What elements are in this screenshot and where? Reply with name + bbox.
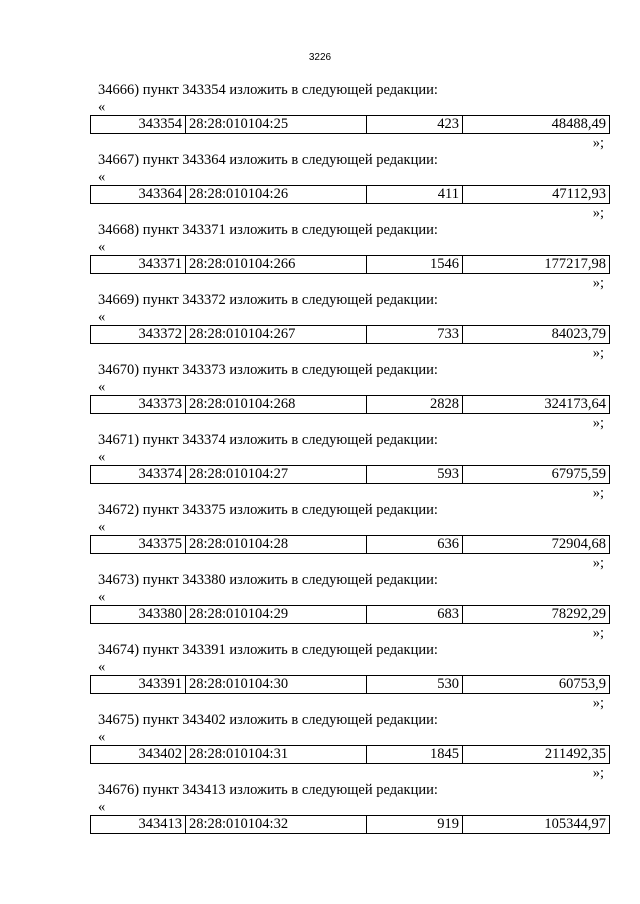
item-number-cell: 343372: [91, 326, 186, 344]
cadastral-number-cell: 28:28:010104:27: [186, 466, 367, 484]
amendment-table: [90, 465, 610, 484]
cadastral-number-cell: 28:28:010104:30: [186, 676, 367, 694]
amendment-table: [90, 325, 610, 344]
amendment-table: [90, 745, 610, 764]
table-row: [91, 816, 610, 834]
opening-quote: «: [98, 589, 106, 605]
amendment-table: [90, 605, 610, 624]
value-cell: 60753,9: [463, 676, 610, 694]
cadastral-number-cell: 28:28:010104:32: [186, 816, 367, 834]
value-cell: 72904,68: [463, 536, 610, 554]
table-row: [91, 186, 610, 204]
table-row: [91, 746, 610, 764]
amendment-heading: 34673) пункт 343380 изложить в следующей редакции:: [98, 572, 438, 588]
amendment-heading: 34675) пункт 343402 изложить в следующей редакции:: [98, 712, 438, 728]
item-number-cell: 343364: [91, 186, 186, 204]
table-row: [91, 676, 610, 694]
opening-quote: «: [98, 169, 106, 185]
area-cell: 683: [367, 606, 463, 624]
opening-quote: «: [98, 99, 106, 115]
opening-quote: «: [98, 659, 106, 675]
area-cell: 1845: [367, 746, 463, 764]
area-cell: 733: [367, 326, 463, 344]
area-cell: 411: [367, 186, 463, 204]
opening-quote: «: [98, 729, 106, 745]
area-cell: 1546: [367, 256, 463, 274]
amendment-section: [0, 361, 640, 431]
amendment-section: [0, 711, 640, 781]
value-cell: 84023,79: [463, 326, 610, 344]
opening-quote: «: [98, 799, 106, 815]
cadastral-number-cell: 28:28:010104:26: [186, 186, 367, 204]
closing-quote: »;: [592, 275, 604, 291]
cadastral-number-cell: 28:28:010104:28: [186, 536, 367, 554]
area-cell: 423: [367, 116, 463, 134]
closing-quote: »;: [592, 135, 604, 151]
table-row: [91, 256, 610, 274]
amendment-heading: 34676) пункт 343413 изложить в следующей редакции:: [98, 782, 438, 798]
amendment-table: [90, 115, 610, 134]
amendment-heading: 34667) пункт 343364 изложить в следующей редакции:: [98, 152, 438, 168]
area-cell: 2828: [367, 396, 463, 414]
cadastral-number-cell: 28:28:010104:25: [186, 116, 367, 134]
amendment-heading: 34668) пункт 343371 изложить в следующей редакции:: [98, 222, 438, 238]
table-row: [91, 396, 610, 414]
table-row: [91, 606, 610, 624]
amendment-heading: 34666) пункт 343354 изложить в следующей редакции:: [98, 82, 438, 98]
amendment-section: [0, 641, 640, 711]
cadastral-number-cell: 28:28:010104:31: [186, 746, 367, 764]
opening-quote: «: [98, 519, 106, 535]
table-row: [91, 116, 610, 134]
cadastral-number-cell: 28:28:010104:266: [186, 256, 367, 274]
closing-quote: »;: [592, 625, 604, 641]
amendment-section: [0, 781, 640, 851]
amendment-section: [0, 501, 640, 571]
amendment-table: [90, 535, 610, 554]
value-cell: 105344,97: [463, 816, 610, 834]
closing-quote: »;: [592, 555, 604, 571]
value-cell: 67975,59: [463, 466, 610, 484]
opening-quote: «: [98, 449, 106, 465]
closing-quote: »;: [592, 205, 604, 221]
amendments-list: [0, 81, 640, 851]
item-number-cell: 343354: [91, 116, 186, 134]
amendment-table: [90, 255, 610, 274]
item-number-cell: 343413: [91, 816, 186, 834]
cadastral-number-cell: 28:28:010104:268: [186, 396, 367, 414]
amendment-table: [90, 815, 610, 834]
item-number-cell: 343380: [91, 606, 186, 624]
item-number-cell: 343391: [91, 676, 186, 694]
amendment-section: [0, 431, 640, 501]
opening-quote: «: [98, 309, 106, 325]
area-cell: 919: [367, 816, 463, 834]
closing-quote: »;: [592, 765, 604, 781]
amendment-heading: 34670) пункт 343373 изложить в следующей редакции:: [98, 362, 438, 378]
item-number-cell: 343371: [91, 256, 186, 274]
amendment-section: [0, 221, 640, 291]
item-number-cell: 343373: [91, 396, 186, 414]
closing-quote: »;: [592, 415, 604, 431]
value-cell: 48488,49: [463, 116, 610, 134]
amendment-heading: 34674) пункт 343391 изложить в следующей редакции:: [98, 642, 438, 658]
amendment-section: [0, 151, 640, 221]
page-number: 3226: [308, 52, 332, 63]
table-row: [91, 536, 610, 554]
amendment-heading: 34671) пункт 343374 изложить в следующей редакции:: [98, 432, 438, 448]
value-cell: 78292,29: [463, 606, 610, 624]
item-number-cell: 343374: [91, 466, 186, 484]
value-cell: 211492,35: [463, 746, 610, 764]
closing-quote: »;: [592, 695, 604, 711]
closing-quote: »;: [592, 345, 604, 361]
amendment-table: [90, 185, 610, 204]
table-row: [91, 466, 610, 484]
amendment-table: [90, 675, 610, 694]
value-cell: 324173,64: [463, 396, 610, 414]
opening-quote: «: [98, 379, 106, 395]
amendment-heading: 34669) пункт 343372 изложить в следующей редакции:: [98, 292, 438, 308]
cadastral-number-cell: 28:28:010104:29: [186, 606, 367, 624]
opening-quote: «: [98, 239, 106, 255]
area-cell: 530: [367, 676, 463, 694]
closing-quote: »;: [592, 485, 604, 501]
cadastral-number-cell: 28:28:010104:267: [186, 326, 367, 344]
area-cell: 636: [367, 536, 463, 554]
amendment-table: [90, 395, 610, 414]
item-number-cell: 343375: [91, 536, 186, 554]
amendment-section: [0, 571, 640, 641]
item-number-cell: 343402: [91, 746, 186, 764]
amendment-heading: 34672) пункт 343375 изложить в следующей редакции:: [98, 502, 438, 518]
value-cell: 177217,98: [463, 256, 610, 274]
amendment-section: [0, 81, 640, 151]
value-cell: 47112,93: [463, 186, 610, 204]
amendment-section: [0, 291, 640, 361]
area-cell: 593: [367, 466, 463, 484]
table-row: [91, 326, 610, 344]
